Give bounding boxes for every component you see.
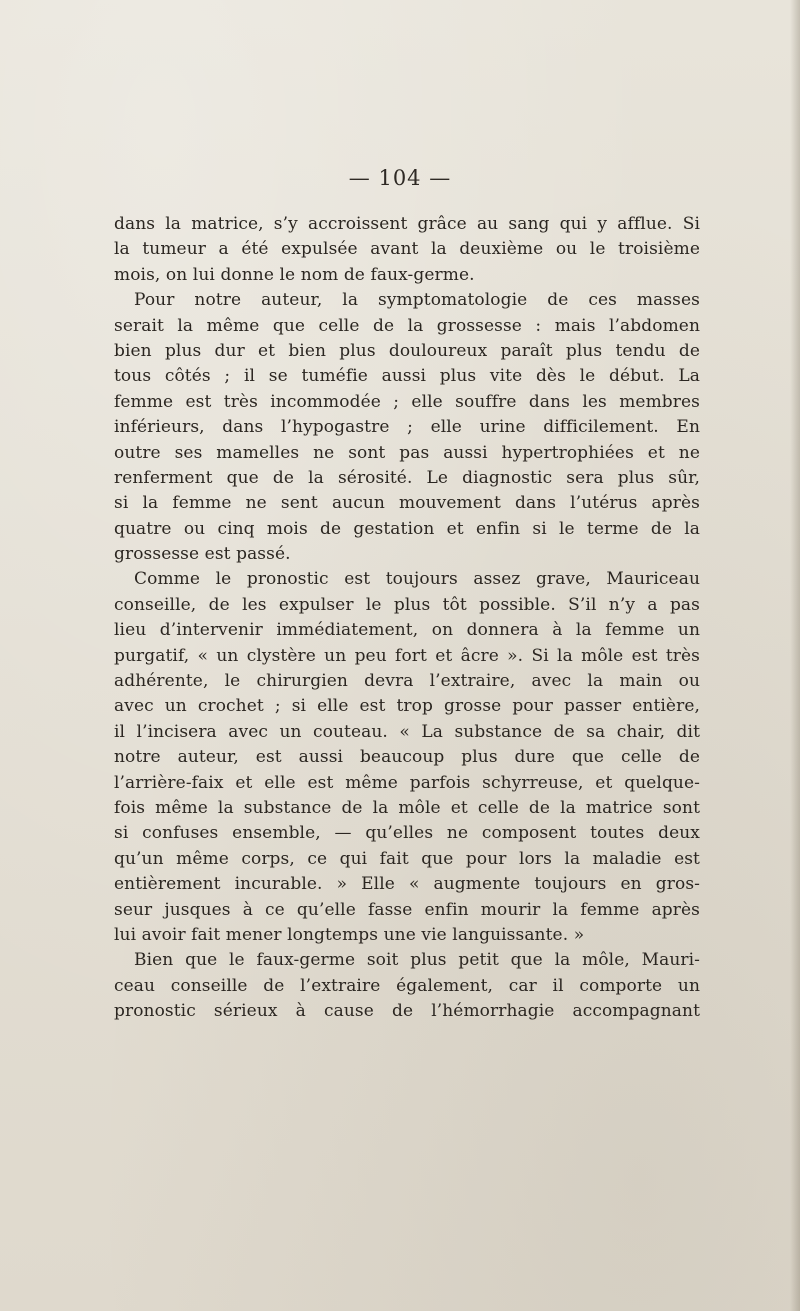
text-line: Bien que le faux-germe soit plus petit que la môle, Mauri-: [134, 950, 700, 971]
text-line: la tumeur a été expulsée avant la deuxième ou le troisième: [114, 239, 700, 260]
text-line: il l’incisera avec un couteau. « La substance de sa chair, dit: [114, 721, 700, 742]
text-line: adhérente, le chirurgien devra l’extraire, avec la main ou: [114, 671, 700, 692]
text-line: lieu d’intervenir immédiatement, on donnera à la femme un: [114, 620, 700, 641]
text-line: Pour notre auteur, la symptomatologie de ces masses: [134, 290, 700, 311]
text-line: notre auteur, est aussi beaucoup plus dure que celle de: [114, 747, 700, 768]
page-edge-shadow: [790, 0, 800, 1311]
text-line: seur jusques à ce qu’elle fasse enfin mourir la femme après: [114, 899, 700, 920]
text-line: tous côtés ; il se tuméfie aussi plus vite dès le début. La: [114, 366, 700, 387]
text-line: avec un crochet ; si elle est trop grosse pour passer entière,: [114, 696, 700, 717]
text-line: renferment que de la sérosité. Le diagnostic sera plus sûr,: [114, 467, 700, 488]
text-line: femme est très incommodée ; elle souffre dans les membres: [114, 391, 700, 412]
text-line: dans la matrice, s’y accroissent grâce au sang qui y afflue. Si: [114, 214, 700, 234]
text-line: purgatif, « un clystère un peu fort et âcre ». Si la môle est très: [114, 645, 700, 666]
text-line: lui avoir fait mener longtemps une vie languissante. »: [114, 924, 585, 945]
text-line: mois, on lui donne le nom de faux-germe.: [114, 264, 475, 285]
text-line: pronostic sérieux à cause de l’hémorrhagie accompagnant: [114, 1001, 700, 1022]
text-line: conseille, de les expulser le plus tôt possible. S’il n’y a pas: [114, 594, 700, 615]
text-line: inférieurs, dans l’hypogastre ; elle urine difficilement. En: [114, 417, 700, 438]
text-line: entièrement incurable. » Elle « augmente toujours en gros-: [114, 874, 700, 895]
text-line: Comme le pronostic est toujours assez grave, Mauriceau: [134, 569, 700, 590]
text-line: si confuses ensemble, — qu’elles ne composent toutes deux: [114, 823, 700, 844]
text-line: quatre ou cinq mois de gestation et enfin si le terme de la: [114, 518, 700, 539]
text-line: l’arrière-faix et elle est même parfois schyrreuse, et quelque-: [114, 772, 700, 793]
text-line: grossesse est passé.: [114, 544, 291, 565]
text-line: bien plus dur et bien plus douloureux paraît plus tendu de: [114, 340, 700, 361]
text-line: ceau conseille de l’extraire également, car il comporte un: [114, 975, 700, 996]
text-line: outre ses mamelles ne sont pas aussi hypertrophiées et ne: [114, 442, 700, 463]
text-line: qu’un même corps, ce qui fait que pour lors la maladie est: [114, 848, 700, 869]
page-number: — 104 —: [348, 166, 452, 190]
text-line: si la femme ne sent aucun mouvement dans l’utérus après: [114, 493, 700, 514]
text-line: serait la même que celle de la grossesse : mais l’abdomen: [114, 315, 700, 336]
text-line: fois même la substance de la môle et celle de la matrice sont: [114, 797, 700, 818]
body-text: [114, 212, 700, 1025]
